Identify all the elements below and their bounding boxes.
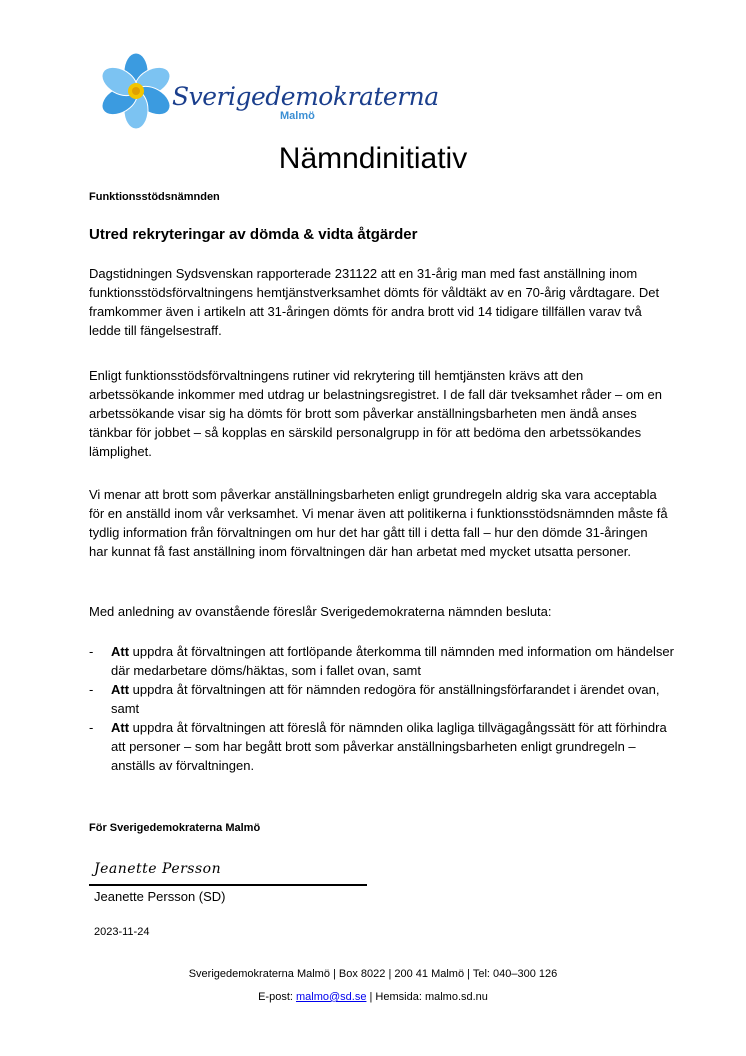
proposal-text: uppdra åt förvaltningen att föreslå för nämnden olika lagliga tillvägagångssätt för att förhindra att personer – som har begått brott som påverkar anställningsbarheten enligt grundregeln – anställs av förvaltningen. <box>111 720 667 773</box>
proposal-lead: Att <box>111 720 130 735</box>
paragraph: Med anledning av ovanstående föreslår Sverigedemokraterna nämnden besluta: <box>89 604 552 619</box>
proposal-text: uppdra åt förvaltningen att fortlöpande återkomma till nämnden med information om händelser där medarbetare döms/häktas, som i fallet ovan, samt <box>111 644 674 678</box>
email-link[interactable]: malmo@sd.se <box>295 991 367 1003</box>
proposal-lead: Att <box>111 682 130 697</box>
paragraph: Enligt funktionsstödsförvaltningens rutiner vid rekrytering till hemtjänsten krävs att den arbetssökande inkommer med utdrag ur belastningsregistret. I de fall där tveksamhet råder – om en arbetssökande visar sig ha dömts för brott som påverkar anställningsbarheten men ändå anses tänkbar för jobbet – så kopplas en särskild personalgrupp in för att bedöma den arbetssökandes lämplighet. <box>89 368 663 459</box>
signer-name: Jeanette Persson (SD) <box>94 889 226 904</box>
list-dash: - <box>89 644 94 659</box>
email-label: E-post: <box>258 991 296 1003</box>
document-date: 2023-11-24 <box>94 926 150 938</box>
paragraph: Vi menar att brott som påverkar anställningsbarheten enligt grundregeln aldrig ska vara acceptabla för en anställd inom vår verksamhet. Vi menar även att politikerna i funktionsstödsnämnden måste få tydlig information från förvaltningen om hur det har gått till i detta fall – hur den dömde 31-åringen har kunnat få fast anställning inom förvaltningen där han arbetat med mycket utsatta personer. <box>89 487 668 559</box>
blue-anemone-flower-icon <box>96 52 176 130</box>
proposal-lead: Att <box>111 644 130 659</box>
handwritten-signature: Jeanette Persson <box>94 861 222 877</box>
logo-wordmark: Sverigedemokraterna <box>172 82 439 111</box>
initiative-heading: Utred rekryteringar av dömda & vidta åtgärder <box>89 226 418 243</box>
website-text: | Hemsida: malmo.sd.nu <box>366 991 488 1003</box>
footer-address: Sverigedemokraterna Malmö | Box 8022 | 200 41 Malmö | Tel: 040–300 126 <box>188 968 558 980</box>
document-title: Nämndinitiativ <box>278 142 468 175</box>
list-item <box>89 680 679 718</box>
list-item <box>89 642 679 680</box>
list-dash: - <box>89 720 94 735</box>
footer-contact <box>0 991 746 1003</box>
paragraph: Dagstidningen Sydsvenskan rapporterade 231122 att en 31-årig man med fast anställning inom funktionsstödsförvaltningens hemtjänstverksamhet dömts för våldtäkt av en 70-årig vårdtagare. Det framkommer även i artikeln att 31-åringen dömts för andra brott vid 14 tidigare tillfällen varav två ledde till fängelsestraff. <box>89 266 660 338</box>
committee-name: Funktionsstödsnämnden <box>89 191 220 203</box>
signature-line <box>89 884 367 886</box>
proposal-list <box>89 642 679 775</box>
list-dash: - <box>89 682 94 697</box>
proposal-text: uppdra åt förvaltningen att för nämnden redogöra för anställningsförfarandet i ärendet ovan, samt <box>111 682 660 716</box>
list-item <box>89 718 679 775</box>
logo-subtitle: Malmö <box>280 110 315 122</box>
signer-organization: För Sverigedemokraterna Malmö <box>89 822 261 834</box>
